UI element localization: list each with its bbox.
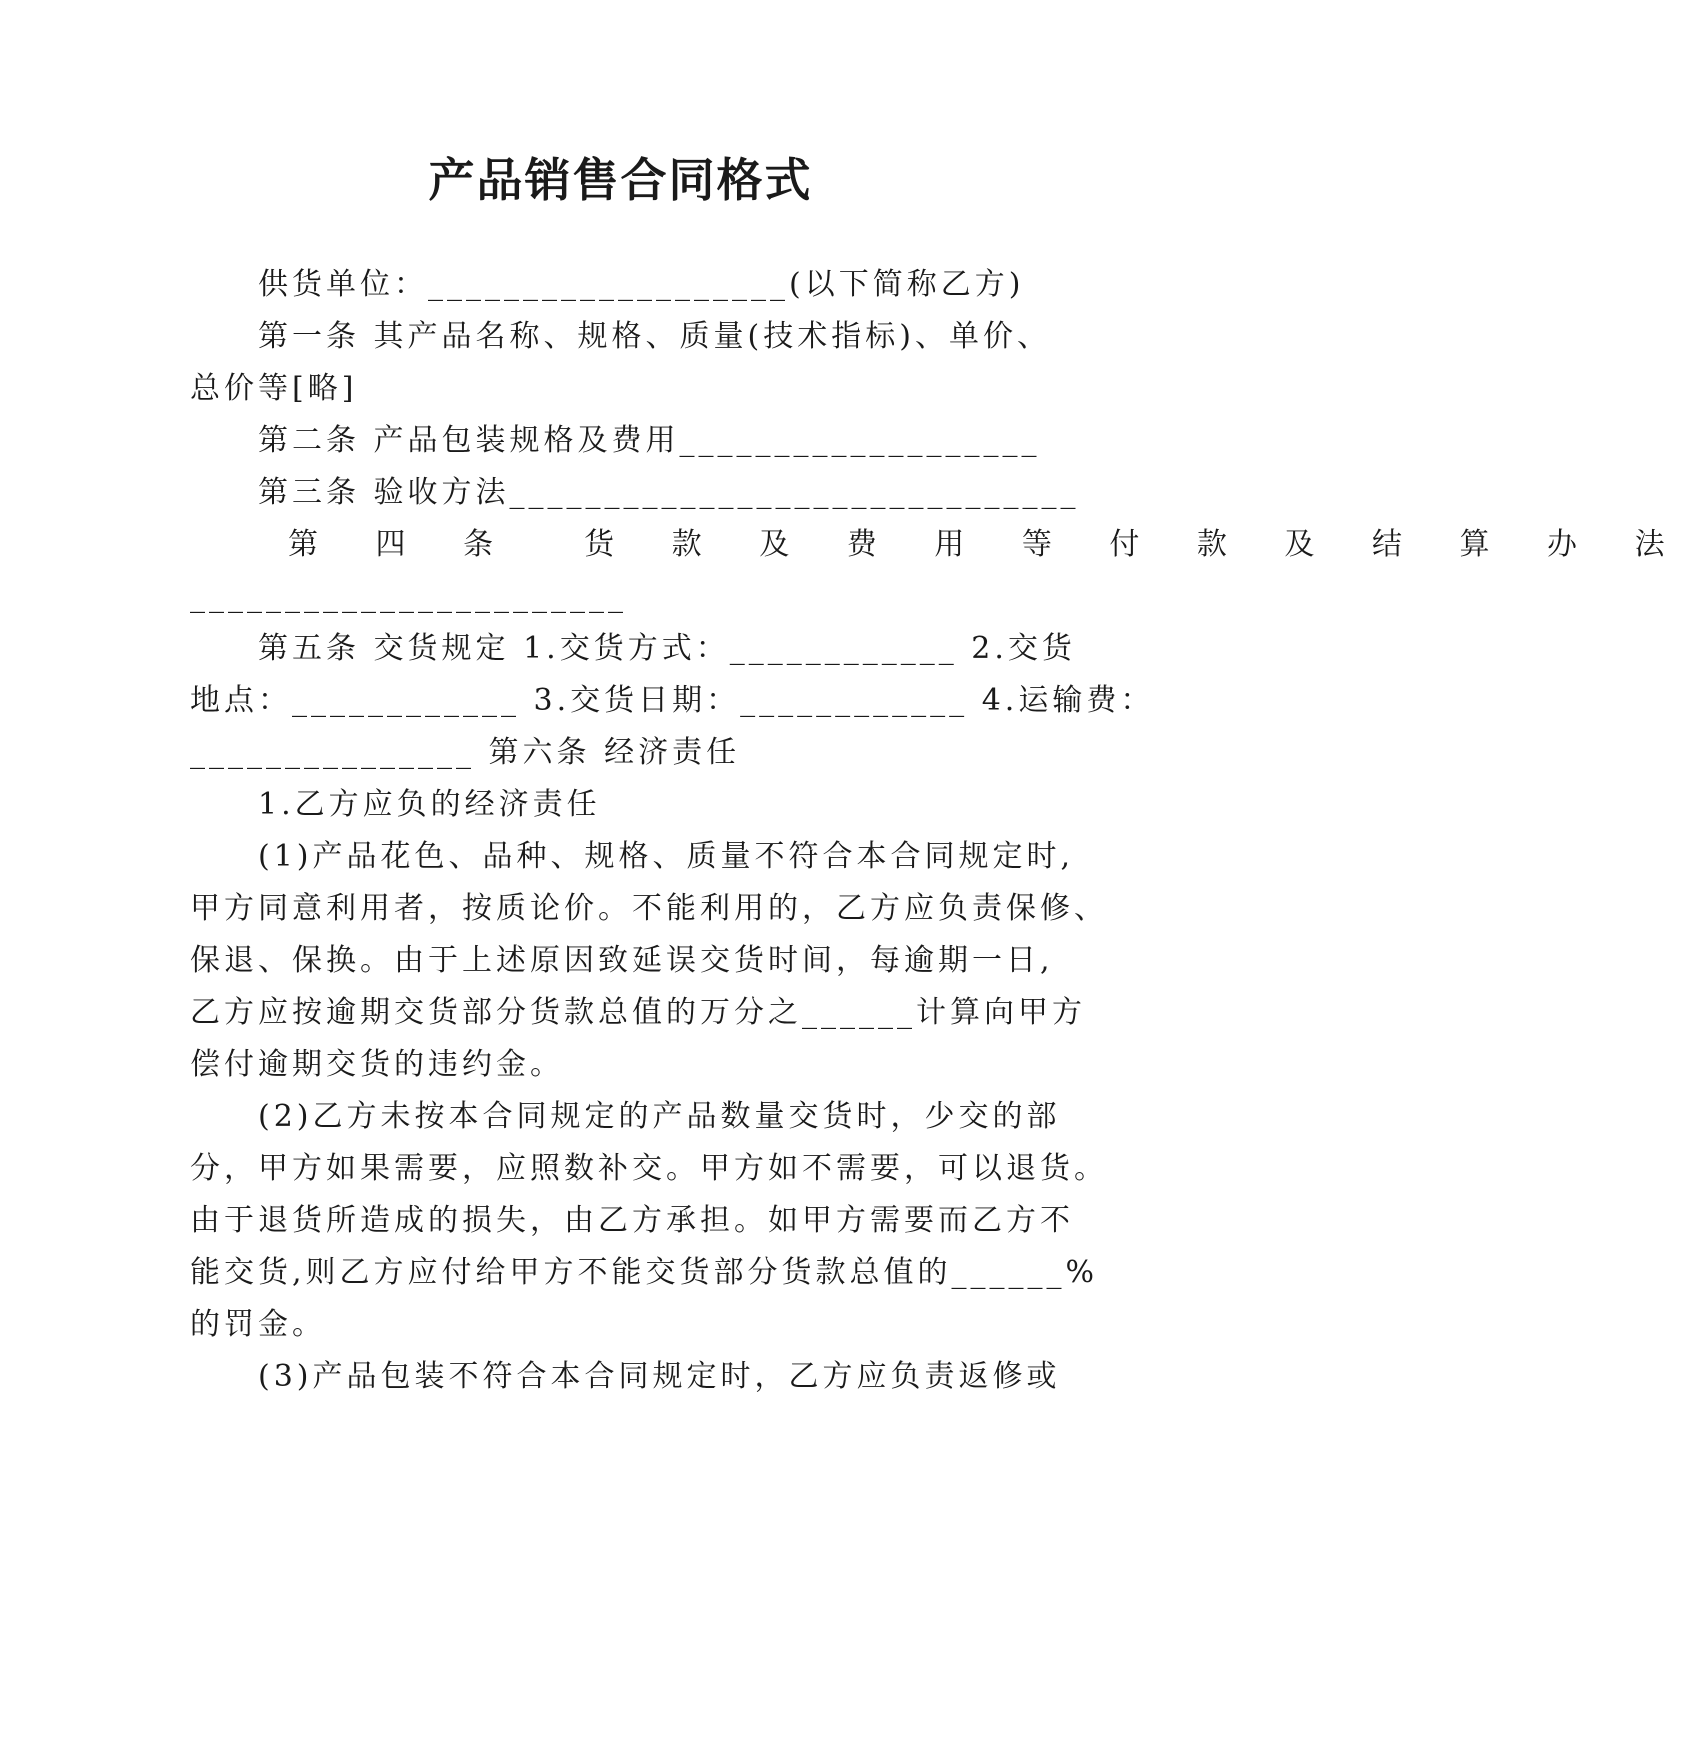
article-1-line: 第一条 其产品名称、规格、质量(技术指标)、单价、 bbox=[258, 319, 1051, 354]
clause-2-line-5: 的罚金。 bbox=[190, 1307, 326, 1342]
clause-1-line: (1)产品花色、品种、规格、质量不符合本合同规定时, bbox=[258, 839, 1075, 874]
clause-2-line-2: 分，甲方如果需要，应照数补交。甲方如不需要，可以退货。 bbox=[190, 1151, 1108, 1186]
article-3-line: 第三条 验收方法______________________________ bbox=[258, 475, 1080, 510]
article-2-line: 第二条 产品包装规格及费用___________________ bbox=[258, 423, 1041, 458]
article-1-continued: 总价等[略] bbox=[190, 371, 358, 406]
article-4-blank: _______________________ bbox=[190, 579, 627, 614]
clause-1-line-5: 偿付逾期交货的违约金。 bbox=[190, 1047, 564, 1082]
clause-2-line-4: 能交货,则乙方应付给甲方不能交货部分货款总值的______% bbox=[190, 1255, 1099, 1290]
article-6-line: _______________ 第六条 经济责任 bbox=[190, 735, 741, 770]
clause-1-line-2: 甲方同意利用者，按质论价。不能利用的，乙方应负责保修、 bbox=[190, 891, 1108, 926]
clause-1-line-4: 乙方应按逾期交货部分货款总值的万分之______计算向甲方 bbox=[190, 995, 1086, 1030]
clause-2-line: (2)乙方未按本合同规定的产品数量交货时，少交的部 bbox=[258, 1099, 1061, 1134]
section-1-heading: 1.乙方应负的经济责任 bbox=[258, 787, 601, 822]
clause-1-line-3: 保退、保换。由于上述原因致延误交货时间，每逾期一日, bbox=[190, 943, 1054, 978]
clause-2-line-3: 由于退货所造成的损失，由乙方承担。如甲方需要而乙方不 bbox=[190, 1203, 1074, 1238]
clause-3-line: (3)产品包装不符合本合同规定时，乙方应负责返修或 bbox=[258, 1359, 1061, 1394]
article-4-line: 第 四 条 货 款 及 费 用 等 付 款 及 结 算 办 法 bbox=[288, 527, 1689, 562]
document-title: 产品销售合同格式 bbox=[428, 153, 813, 207]
article-5-line: 第五条 交货规定 1.交货方式：____________ 2.交货 bbox=[258, 631, 1076, 666]
supplier-line: 供货单位：___________________(以下简称乙方) bbox=[258, 267, 1025, 302]
article-5-continued: 地点：____________ 3.交货日期：____________ 4.运输费： bbox=[190, 683, 1155, 718]
